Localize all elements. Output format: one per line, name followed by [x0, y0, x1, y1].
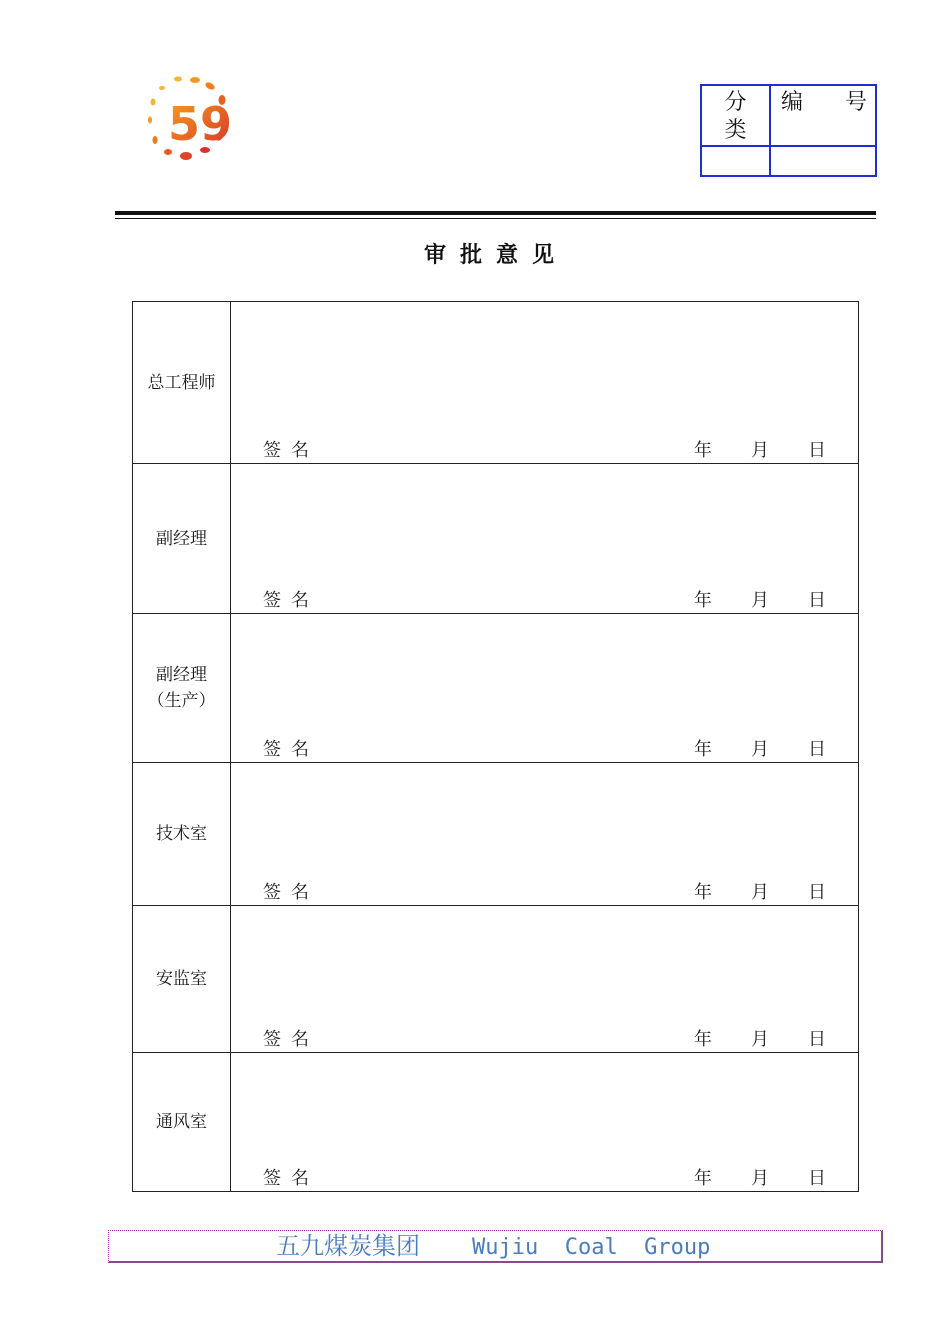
month-label: 月: [751, 590, 769, 611]
page-footer: [108, 1230, 883, 1263]
row-label-line1: 副经理: [156, 665, 207, 685]
approval-row-technical-office: [133, 762, 858, 905]
month-label: 月: [751, 440, 769, 461]
category-value[interactable]: [702, 147, 769, 177]
row-label-line2: （生产）: [147, 691, 216, 711]
month-label: 月: [751, 1168, 769, 1189]
day-label: 日: [808, 440, 826, 461]
company-logo: [140, 72, 236, 164]
year-label: 年: [694, 1029, 712, 1050]
number-value[interactable]: [771, 147, 875, 177]
year-label: 年: [694, 590, 712, 611]
approval-row-safety-office: [133, 905, 858, 1052]
approval-row-deputy-manager-production: [133, 613, 858, 762]
row-label: [133, 302, 231, 463]
header-rule-thin: [115, 218, 876, 219]
signature-label: 签名: [263, 739, 319, 760]
year-label: 年: [694, 440, 712, 461]
row-label: [133, 614, 231, 762]
approval-row-chief-engineer: [133, 302, 858, 463]
signature-label: 签名: [263, 1029, 319, 1050]
row-label-line1: 副经理: [156, 528, 207, 549]
year-label: 年: [694, 739, 712, 760]
logo-text: 59: [168, 97, 233, 151]
day-label: 日: [808, 1168, 826, 1189]
approval-form-table: [132, 301, 859, 1192]
month-label: 月: [751, 1029, 769, 1050]
approval-row-deputy-manager: [133, 463, 858, 613]
day-label: 日: [808, 882, 826, 903]
day-label: 日: [808, 739, 826, 760]
footer-text: [276, 1232, 710, 1262]
row-label: [133, 763, 231, 905]
row-label: [133, 1053, 231, 1191]
day-label: 日: [808, 590, 826, 611]
row-label: [133, 464, 231, 613]
approval-row-ventilation-office: [133, 1052, 858, 1191]
footer-company-cn: 五九煤炭集团: [276, 1232, 420, 1260]
row-label-line1: 安监室: [156, 969, 207, 989]
classification-code-box: [700, 84, 877, 177]
row-label-line1: 通风室: [156, 1112, 207, 1132]
row-label: [133, 906, 231, 1052]
header-rule-thick: [115, 211, 876, 215]
signature-label: 签名: [263, 440, 319, 461]
number-label-part1: 编: [781, 90, 804, 115]
row-label-line1: 总工程师: [147, 372, 216, 393]
day-label: 日: [808, 1029, 826, 1050]
signature-label: 签名: [263, 1168, 319, 1189]
logo-graphic: [140, 72, 236, 164]
footer-company-en: Wujiu Coal Group: [472, 1235, 711, 1260]
page-title: 审批意见: [423, 243, 568, 268]
row-label-line1: 技术室: [156, 824, 207, 844]
number-label-part2: 号: [845, 90, 868, 115]
year-label: 年: [694, 882, 712, 903]
signature-label: 签名: [263, 882, 319, 903]
signature-label: 签名: [263, 590, 319, 611]
year-label: 年: [694, 1168, 712, 1189]
category-label-text: 分类: [724, 90, 747, 143]
month-label: 月: [751, 882, 769, 903]
category-label: [702, 89, 769, 145]
month-label: 月: [751, 739, 769, 760]
